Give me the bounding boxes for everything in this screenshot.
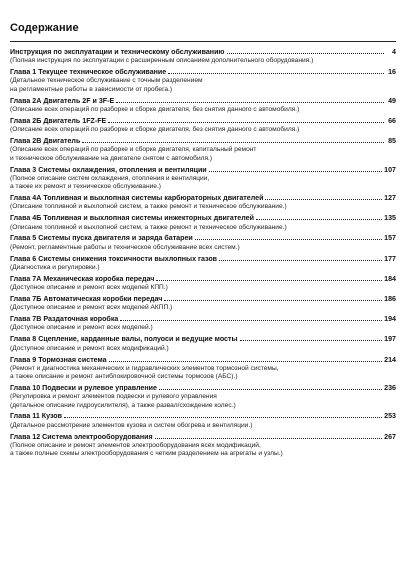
toc-entry-heading-row — [10, 47, 396, 57]
dot-leader — [265, 193, 382, 200]
toc-entry-heading-row — [10, 67, 396, 77]
dot-leader — [120, 314, 382, 321]
toc-entry-description — [10, 175, 396, 192]
toc-entry-description-line: (Полная инструкция по эксплуатации с расширенным описанием дополнительного оборудования.) — [10, 57, 314, 65]
separator-line — [10, 41, 396, 42]
toc-entry-page-number: 85 — [388, 137, 396, 146]
toc-entry-heading-row — [10, 136, 396, 146]
dot-leader — [168, 67, 384, 74]
toc-entry-description-line: (Диагностика и регулировки.) — [10, 263, 100, 271]
dot-leader — [219, 254, 382, 261]
toc-entry-description-line: (Описание всех операций по разборке и сборке двигателя, капитальный ремонт — [10, 146, 257, 154]
toc-entry-page-number: 214 — [384, 355, 396, 364]
toc-entry-page-number: 16 — [388, 68, 396, 77]
toc-entry-description — [10, 126, 396, 134]
dot-leader — [64, 411, 382, 418]
toc-entry-description-line: а также описание и ремонт антиблокировочной системы тормозов (АБС).) — [10, 373, 238, 381]
toc-entry — [10, 233, 396, 252]
toc-entry-page-number: 186 — [384, 294, 396, 303]
toc-entry-heading-row — [10, 165, 396, 175]
dot-leader — [82, 136, 384, 143]
dot-leader — [108, 116, 384, 123]
toc-entry-page-number: 107 — [384, 165, 396, 174]
toc-entry-description-line: и техническое обслуживание на двигателе снятом с автомобиля.) — [10, 154, 213, 162]
toc-entry-description-line: а также полные схемы электрооборудования с четким разделением на агрегаты и узлы.) — [10, 450, 283, 458]
dot-leader — [156, 274, 382, 281]
toc-entry — [10, 165, 396, 192]
dot-leader — [240, 334, 383, 341]
toc-entry-description-line: (Доступное описание и ремонт всех моделей.) — [10, 324, 153, 332]
toc-entry-title: Глава 1 Текущее техническое обслуживание — [10, 68, 167, 77]
toc-entry-page-number: 4 — [392, 48, 396, 56]
toc-entry-heading-row — [10, 432, 396, 442]
toc-entry-heading-row — [10, 294, 396, 304]
toc-entry-description-line: (Доступное описание и ремонт всех моделей АКПП.) — [10, 304, 173, 312]
toc-entry-heading-row — [10, 213, 396, 223]
toc-entry-description-line: (Детальное техническое обслуживание с точным разделением — [10, 77, 203, 85]
toc-entry-description-line: (Описание всех операций по разборке и сборке двигателя, без снятия данного с автомобиля.) — [10, 126, 300, 134]
toc-entry-title: Глава 8 Сцепление, карданные валы, полуоси и ведущие мосты — [10, 335, 238, 344]
toc-entry-description-line: (Ремонт, регламентные работы и техническое обслуживание всех систем.) — [10, 243, 240, 251]
toc-entry-page-number: 253 — [384, 412, 396, 421]
dot-leader — [155, 432, 382, 439]
toc-entry-description-line: (Описание топливной и выхлопной систем, а также ремонт и техническое обслуживание.) — [10, 203, 287, 211]
toc-entry-description — [10, 264, 396, 272]
toc-entry-heading-row — [10, 274, 396, 284]
toc-entry-page-number: 197 — [384, 335, 396, 344]
toc-entry-heading-row — [10, 334, 396, 344]
toc-entry — [10, 355, 396, 382]
toc-entry-heading-row — [10, 314, 396, 324]
toc-entry-title: Инструкция по эксплуатации и техническому обслуживанию — [10, 48, 225, 56]
toc-entry-description — [10, 106, 396, 114]
toc-entry-title: Глава 2А Двигатель 2F и 3F-E — [10, 96, 115, 105]
toc-entry — [10, 96, 396, 115]
toc-entry-heading-row — [10, 116, 396, 126]
toc-entry — [10, 314, 396, 333]
dot-leader — [256, 213, 382, 220]
toc-entry-description — [10, 224, 396, 232]
toc-entry-description-line: (Регулировка и ремонт элементов подвески и рулевого управления — [10, 393, 217, 401]
dot-leader — [109, 355, 383, 362]
toc-entry-description-line: (Детальное рассмотрение элементов кузова и систем обогрева и вентиляции.) — [10, 421, 253, 429]
toc-entry-description — [10, 442, 396, 459]
toc-entry-page-number: 127 — [384, 194, 396, 203]
toc-entry — [10, 383, 396, 410]
toc-entry-description-line: (Описание топливной и выхлопной систем, а также ремонт и техническое обслуживание.) — [10, 223, 287, 231]
toc-entry — [10, 254, 396, 273]
toc-entry-title: Глава 7В Раздаточная коробка — [10, 315, 119, 324]
toc-entry — [10, 213, 396, 232]
toc-entry-title: Глава 4А Топливная и выхлопная системы карбюраторных двигателей — [10, 194, 264, 203]
toc-entry-page-number: 135 — [384, 214, 396, 223]
toc-entry — [10, 116, 396, 135]
toc-entry-description — [10, 365, 396, 382]
toc-entry-title: Глава 3 Системы охлаждения, отопления и вентиляции — [10, 165, 207, 174]
toc-entry-title: Глава 9 Тормозная система — [10, 355, 107, 364]
toc-entry — [10, 193, 396, 212]
toc-entry — [10, 432, 396, 459]
toc-entry-title: Глава 6 Системы снижения токсичности выхлопных газов — [10, 254, 218, 263]
toc-entry-title: Глава 7Б Автоматическая коробки передач — [10, 294, 163, 303]
toc-entry-title: Глава 11 Кузов — [10, 412, 62, 421]
toc-entry-title: Глава 2В Двигатель — [10, 137, 81, 146]
toc-entry-description — [10, 422, 396, 430]
toc-entry-heading-row — [10, 355, 396, 365]
toc-entry-page-number: 194 — [384, 315, 396, 324]
toc-entry-title: Глава 7А Механическая коробка передач — [10, 274, 155, 283]
toc-entry-description — [10, 57, 396, 65]
toc-entry-description-line: (Ремонт и диагностика механических и гидравлических элементов тормозной системы, — [10, 364, 279, 372]
toc-entry — [10, 136, 396, 163]
toc-entry-description-line: (детальное описание гидроусилителя), а также развал/схождение колес.) — [10, 401, 236, 409]
toc-entry-description-line: а также их ремонт и техническое обслуживание.) — [10, 183, 161, 191]
toc-entry-page-number: 157 — [384, 234, 396, 243]
toc-entry-heading-row — [10, 411, 396, 421]
toc-entry-description — [10, 345, 396, 353]
toc-entry-description-line: (Описание всех операций по разборке и сборке двигателя, без снятия данного с автомобиля.) — [10, 105, 300, 113]
toc-entry — [10, 67, 396, 94]
dot-leader — [164, 294, 382, 301]
toc-entry-description-line: (Доступное описание и ремонт всех модификаций.) — [10, 344, 169, 352]
toc-entry — [10, 41, 396, 66]
dot-leader — [227, 47, 385, 54]
toc-entry-page-number: 184 — [384, 274, 396, 283]
toc-entry-description-line: (Доступное описание и ремонт всех моделей КПП.) — [10, 284, 168, 292]
toc-entry — [10, 334, 396, 353]
toc-entry-heading-row — [10, 96, 396, 106]
toc-entry-description — [10, 203, 396, 211]
toc-entry-heading-row — [10, 383, 396, 393]
toc-entry-description — [10, 244, 396, 252]
toc-entry-page-number: 49 — [388, 96, 396, 105]
page-title: Содержание — [10, 22, 79, 34]
toc-entry — [10, 294, 396, 313]
toc-entry-heading-row — [10, 233, 396, 243]
toc-entry-description — [10, 146, 396, 163]
toc-entry-description-line: (Полное описание и ремонт элементов электрооборудования всех модификаций, — [10, 441, 261, 449]
toc-entry — [10, 274, 396, 293]
dot-leader — [159, 383, 382, 390]
dot-leader — [209, 165, 382, 172]
toc-entry-page-number: 66 — [388, 116, 396, 125]
toc-entry-title: Глава 5 Системы пуска двигателя и заряда батареи — [10, 234, 193, 243]
toc-list — [10, 41, 396, 459]
toc-entry-title: Глава 4Б Топливная и выхлопная системы инжекторных двигателей — [10, 214, 254, 223]
toc-entry-description — [10, 324, 396, 332]
toc-entry-page-number: 177 — [384, 254, 396, 263]
dot-leader — [116, 96, 384, 103]
toc-entry-description-line: на регламентные работы в зависимости от пробега.) — [10, 85, 173, 93]
toc-entry-description — [10, 77, 396, 94]
toc-entry-title: Глава 2Б Двигатель 1FZ-FE — [10, 116, 107, 125]
toc-entry-description-line: (Полное описание систем охлаждения, отопления и вентиляции, — [10, 174, 210, 182]
toc-entry-title: Глава 12 Система электрооборудования — [10, 432, 153, 441]
toc-entry-description — [10, 284, 396, 292]
toc-entry-heading-row — [10, 193, 396, 203]
toc-entry-heading-row — [10, 254, 396, 264]
toc-entry-page-number: 267 — [384, 432, 396, 441]
dot-leader — [195, 233, 382, 240]
toc-entry-page-number: 236 — [384, 384, 396, 392]
toc-entry-title: Глава 10 Подвески и рулевое управление — [10, 384, 157, 392]
toc-entry — [10, 411, 396, 430]
toc-entry-description — [10, 304, 396, 312]
toc-entry-description — [10, 393, 396, 410]
